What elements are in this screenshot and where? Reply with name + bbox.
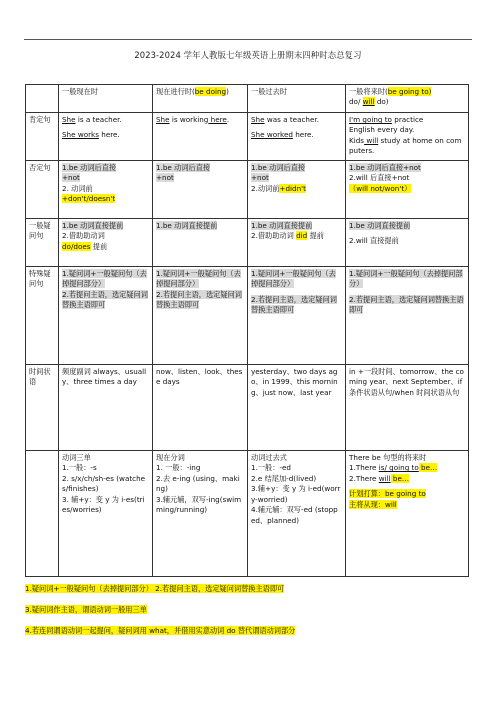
cell-special-present: 1.疑问词+一般疑问句（去掉提问部分） 2.若提问主语，选定疑问词替换主语即可 xyxy=(59,267,153,365)
note-2: 3.疑问词作主语，谓语动词一般用三单 xyxy=(25,605,147,615)
table-row-time xyxy=(26,365,469,451)
header-corner xyxy=(26,85,59,113)
cell-negative-future: 1.be 动词后直接+not 2.will 后直接+not （will not/won't） xyxy=(346,161,469,219)
cell-verb-future: There be 句型的将来时 1.There is/ going to be… 2.There will be… 计划打算：be going to 主将从现：will xyxy=(346,451,469,577)
row-label-special: 特殊疑问句 xyxy=(26,267,59,365)
cell-special-future: 1.疑问词+一般疑问句（去掉提问部分） 2.若提问主语，选定疑问词替换主语即可 xyxy=(346,267,469,365)
cell-time-past: yesterday、two days ago、in 1999、this morning、just now、last year xyxy=(248,365,346,451)
cell-negative-continuous: 1.be 动词后直接 +not xyxy=(153,161,248,219)
cell-affirmative-continuous: She is working here. xyxy=(153,113,248,161)
cell-question-past: 1.be 动词直接提前 2.借助助动词 did 提前 xyxy=(248,219,346,267)
row-label-affirmative: 肯定句 xyxy=(26,113,59,161)
cell-time-future: in +一段时间、tomorrow、the coming year、next September、if 条件状语从句/when 时间状语从句 xyxy=(346,365,469,451)
cell-affirmative-future: I'm going to practice English every day. Kids will study at home on computers. xyxy=(346,113,469,161)
cell-verb-past: 动词过去式 1.一般：-ed 2.e 结尾加-d(lived) 3.辅+y：变 y 为 i-ed(worry-worried) 4.辅元辅：双写-ed (stopped、planned) xyxy=(248,451,346,577)
cell-question-future: 1.be 动词直接提前 2.will 直接提前 xyxy=(346,219,469,267)
table-row-verb-forms xyxy=(26,451,469,577)
cell-affirmative-past: She was a teacher. She worked here. xyxy=(248,113,346,161)
cell-affirmative-present: She is a teacher. She works here. xyxy=(59,113,153,161)
cell-time-present: 频度副词 always、usually、three times a day xyxy=(59,365,153,451)
cell-special-continuous: 1.疑问词+一般疑问句（去掉提问部分） 2.若提问主语，选定疑问词替换主语即可 xyxy=(153,267,248,365)
header-simple-past: 一般过去时 xyxy=(248,85,346,113)
summary-notes xyxy=(25,584,468,647)
cell-negative-past: 1.be 动词后直接 +not 2.动词前+didn't xyxy=(248,161,346,219)
top-rule xyxy=(24,39,472,40)
header-future: 一般将来时(be going to) do/ will do) xyxy=(346,85,469,113)
cell-time-continuous: now、listen、look、these days xyxy=(153,365,248,451)
tense-table xyxy=(25,84,469,577)
header-present-continuous: 现在进行时(be doing) xyxy=(153,85,248,113)
note-3: 4.若连同谓语动词一起提问，疑问词用 what，并借用实意动词 do 替代谓语动词部分 xyxy=(25,626,296,636)
row-label-verb-forms xyxy=(26,451,59,577)
row-label-question: 一般疑问句 xyxy=(26,219,59,267)
table-row-question xyxy=(26,219,469,267)
table-header-row xyxy=(26,85,469,113)
note-1: 1.疑问词+一般疑问句（去掉提问部分） 2.若提问主语，选定疑问词替换主语即可 xyxy=(25,584,285,593)
row-label-negative: 否定句 xyxy=(26,161,59,219)
page-title: 2023-2024 学年人教版七年级英语上册期末四种时态总复习 xyxy=(134,50,362,60)
cell-question-continuous: 1.be 动词直接提前 xyxy=(153,219,248,267)
row-label-time: 时间状语 xyxy=(26,365,59,451)
cell-question-present: 1.be 动词直接提前 2.借助助动词 do/does 提前 xyxy=(59,219,153,267)
table-row-affirmative xyxy=(26,113,469,161)
cell-verb-present: 动词三单 1.一般：-s 2. s/x/ch/sh-es (watches/finishes) 3. 辅+y：变 y 为 i-es(tries/worries) xyxy=(59,451,153,577)
table-row-negative xyxy=(26,161,469,219)
header-simple-present: 一般现在时 xyxy=(59,85,153,113)
cell-negative-present: 1.be 动词后直接 +not 2. 动词前 +don't/doesn't xyxy=(59,161,153,219)
cell-verb-continuous: 现在分词 1. 一般：-ing 2.去 e-ing (using、making) 3.辅元辅，双写-ing(swimming/running) xyxy=(153,451,248,577)
cell-special-past: 1.疑问词+一般疑问句（去掉提问部分） 2.若提问主语，选定疑问词替换主语即可 xyxy=(248,267,346,365)
table-row-special xyxy=(26,267,469,365)
